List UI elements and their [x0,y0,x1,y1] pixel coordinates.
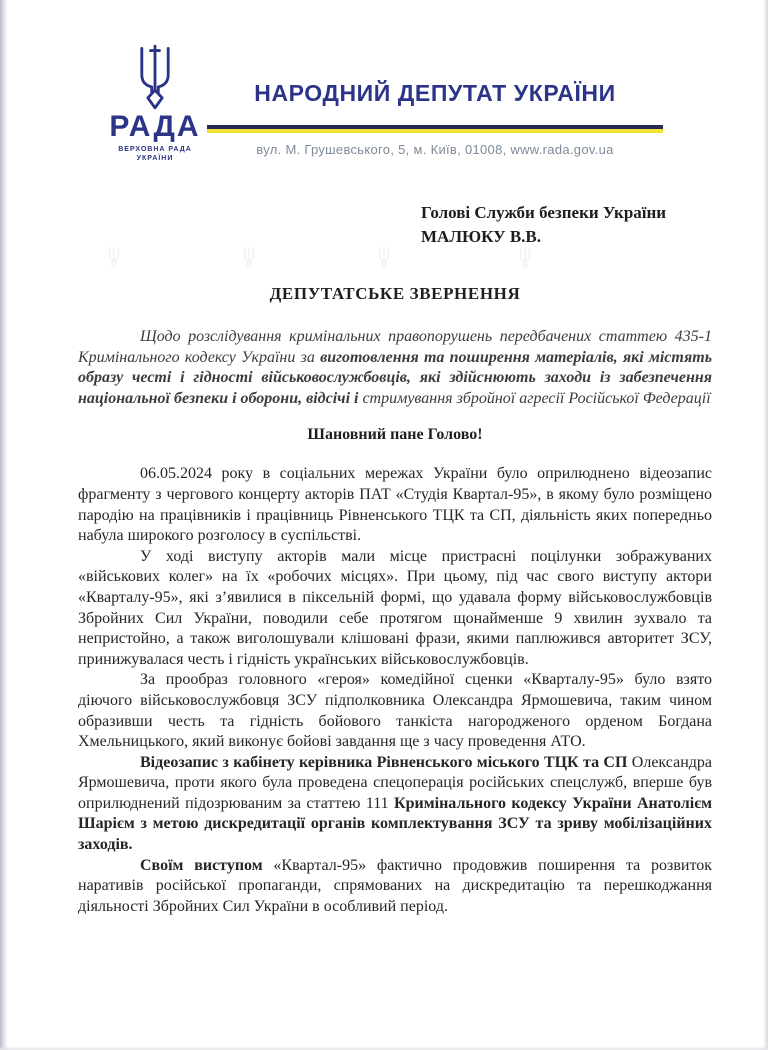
letterhead-center [102,80,768,157]
paragraph-2 [78,547,712,671]
recipient-block [421,201,666,249]
text-run: «Квартал-95» фактично продовжив поширення та розвиток наративів російської пропаганди, спрямованих на дискредитацію та перешкоджання діяльності Збройних Сил України в особливий період. [78,856,712,915]
text-run: За прообраз головного «героя» комедійної сценки «Кварталу-95» було взято діючого військовослужбовця ЗСУ підполковника Олександра Ярмошевича, таким чином образивши честь та гідність бойового танкіста нагородженого орденом Богдана Хмельницького, який виконує бойові завдання ще з часу проведення АТО. [78,671,712,751]
letterhead-address: вул. М. Грушевського, 5, м. Київ, 01008, www.rada.gov.ua [256,142,614,157]
watermark-row [0,246,768,272]
letter-body [78,284,712,917]
text-run: Щодо розслідування кримінальних правопорушень передбачених статтею 435-1 Кримінального кодексу України за [78,328,712,366]
paragraph-3 [78,670,712,752]
text-run: Олександра Ярмошевича, проти якого була проведена спецоперація російських спецслужб, вперше був оприлюднений підозрюваним за статтею 111 [78,753,712,812]
photo-edge-bottom [0,1046,768,1050]
flag-divider [207,125,663,133]
text-run-bold: Відеозапис з кабінету керівника Рівненського міського ТЦК та СП [140,753,632,771]
subject-paragraph [78,327,712,409]
photo-edge-left [0,0,8,1050]
recipient-line-1: Голові Служби безпеки України [421,203,667,222]
text-run: стримування збройної агресії Російської Федерації [362,389,711,407]
document-heading: ДЕПУТАТСЬКЕ ЗВЕРНЕННЯ [269,284,521,303]
trident-watermark-icon [106,246,122,268]
text-run: 06.05.2024 року в соціальних мережах України було оприлюднено відеозапис фрагменту з чергового концерту акторів ПАТ «Студія Квартал-95», в якому було розміщено пародію на працівників і працівниць Рівненського ТЦК та СП, діяльність яких попередньо набула широкого розголосу в суспільстві. [78,465,712,545]
text-run-bold: виготовлення та поширення матеріалів, які містять образу честі і гідності військовослужбовців, які здійснюють заходи із забезпечення національної безпеки і оборони, відсічі і [78,348,713,407]
text-run: У ході виступу акторів мали місце пристрасні поцілунки зображуваних «військових колег» на їх «робочих місцях». При цьому, під час свого виступу актори «Кварталу-95», які з’явилися в піксельній формі, що удавала форму військовослужбовців Збройних Сил України, поводили себе протягом щонайменше 9 хвилин зухвало та непристойно, а також виголошували клішовані фрази, якими паплюжився авторитет ЗСУ, принижувалася честь і гідність українських військовослужбовців. [78,547,712,668]
page-title: НАРОДНИЙ ДЕПУТАТ УКРАЇНИ [254,80,616,106]
paragraph-5 [78,856,712,918]
recipient-line-2: МАЛЮКУ В.В. [421,226,542,246]
rada-subline-1: ВЕРХОВНА РАДА [118,146,192,153]
photo-edge-right [763,0,768,1050]
salutation: Шановний пане Голово! [307,426,483,444]
divider-yellow-stripe [207,129,663,133]
rada-subline-2: УКРАЇНИ [136,155,174,163]
paragraph-1 [78,464,712,546]
paragraphs [78,464,712,917]
rada-wordmark: РАДА [109,110,201,143]
text-run-bold: Своїм виступом [140,856,274,874]
paragraph-4 [78,753,712,856]
trident-watermark-icon [241,246,257,268]
text-run-bold: Кримінального кодексу України Анатолієм Шарієм з метою дискредитації органів комплектування ЗСУ та зриву мобілізаційних заходів. [78,794,713,854]
trident-watermark-icon [517,246,533,268]
trident-watermark-icon [376,246,392,268]
